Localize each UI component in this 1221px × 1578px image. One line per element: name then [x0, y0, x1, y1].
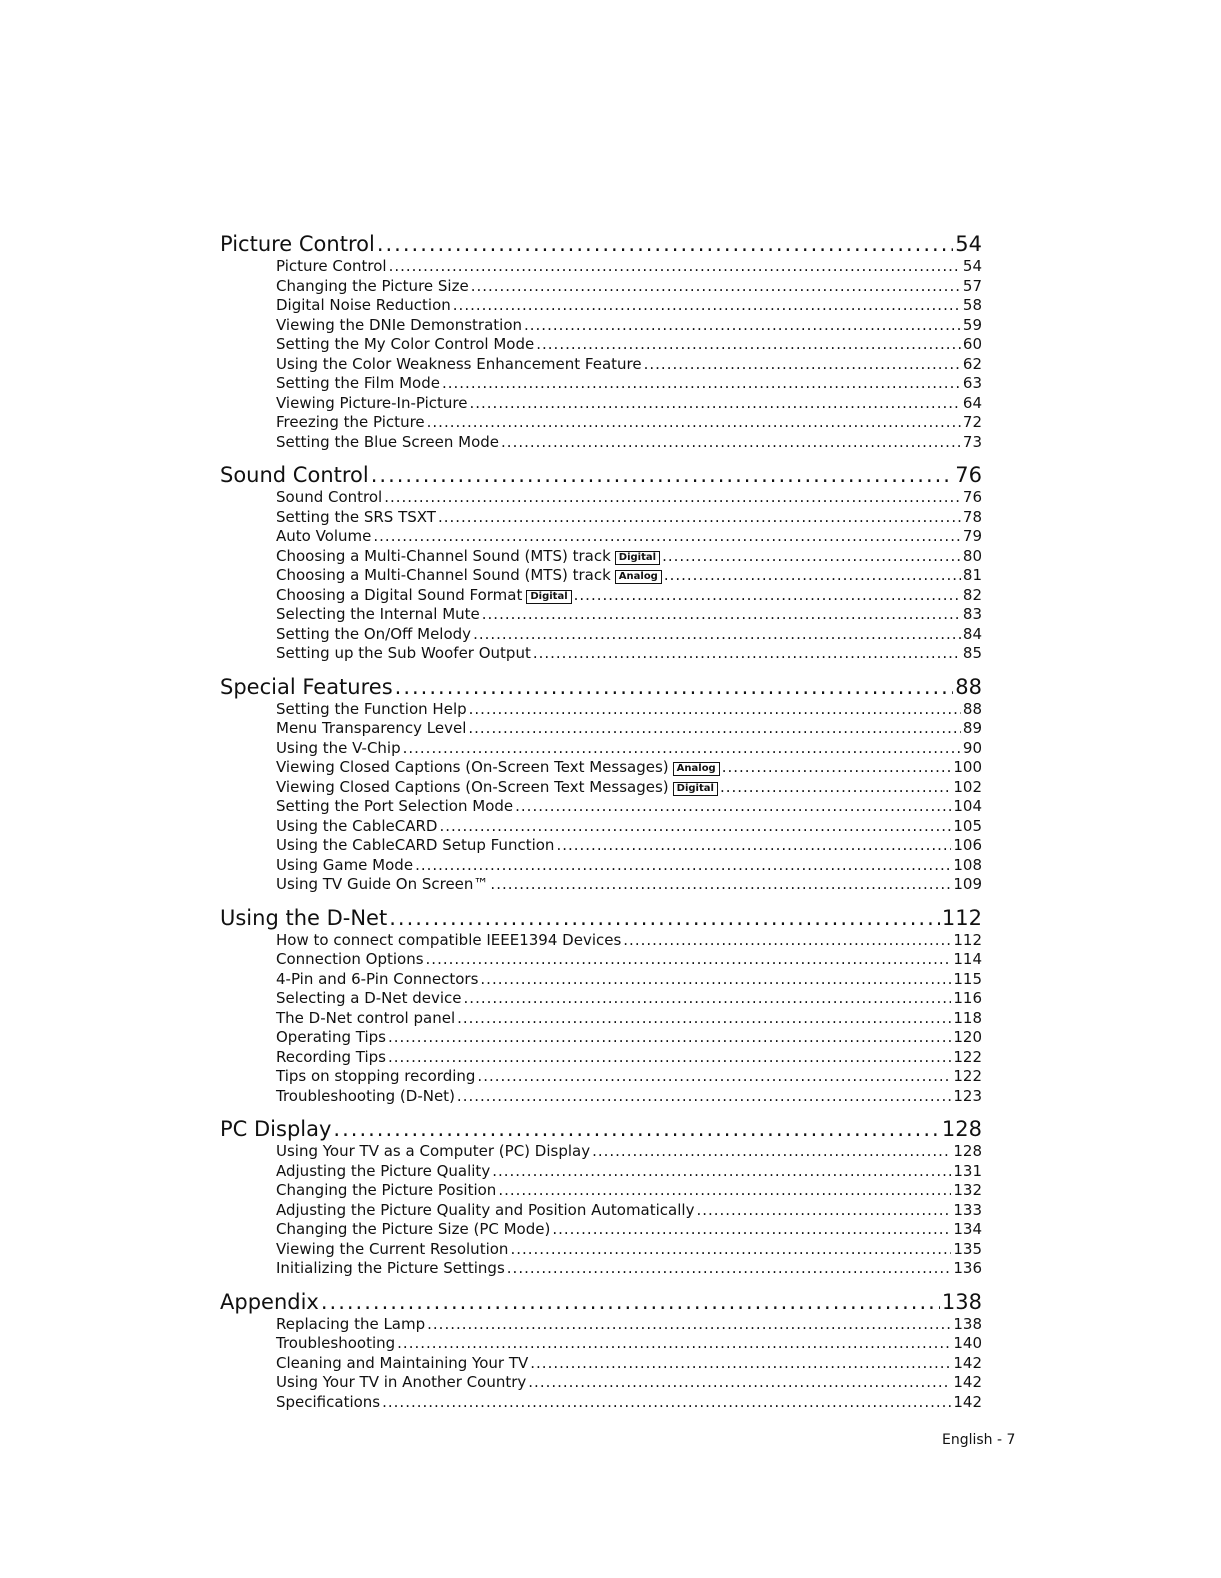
entry-page-number: 108: [953, 855, 982, 874]
dot-leader: [556, 836, 951, 856]
entry-title: [276, 1240, 508, 1260]
section-title: Special Features: [220, 674, 393, 699]
entry-title: [276, 1201, 694, 1221]
entry-title: [276, 527, 371, 547]
entry-page-number: 81: [962, 566, 982, 584]
dot-leader: [457, 1009, 951, 1029]
entry-label: Viewing the DNIe Demonstration: [276, 315, 522, 334]
entry-page-number: 105: [953, 816, 982, 835]
entry-page-number: 57: [962, 276, 982, 295]
dot-leader: [321, 1290, 940, 1315]
entry-title: [276, 719, 466, 739]
entry-page-number: 133: [953, 1200, 982, 1219]
dot-leader: [510, 1240, 951, 1260]
entry-title: [276, 931, 621, 951]
entry-label: Using the CableCARD: [276, 816, 438, 835]
dot-leader: [524, 316, 961, 336]
entry-title: [276, 836, 554, 856]
dot-leader: [662, 547, 961, 567]
toc-entry[interactable]: [220, 797, 982, 817]
toc-entry[interactable]: [220, 1048, 982, 1068]
entry-label: Viewing Closed Captions (On-Screen Text Messages): [276, 758, 669, 776]
entry-title: [276, 758, 720, 778]
entry-label: Using Your TV as a Computer (PC) Display: [276, 1142, 591, 1160]
entry-title: [276, 856, 413, 876]
dot-leader: [501, 433, 961, 453]
toc-entry[interactable]: [220, 527, 982, 547]
entry-page-number: 76: [962, 488, 982, 506]
entry-page-number: 122: [953, 1047, 982, 1066]
entry-page-number: 90: [962, 738, 982, 757]
entry-label: 4-Pin and 6-Pin Connectors: [276, 969, 479, 988]
dot-leader: [403, 739, 961, 759]
entry-title: [276, 1354, 528, 1374]
signal-badge: Digital: [526, 590, 571, 604]
dot-leader: [696, 1201, 951, 1221]
toc-entry[interactable]: [220, 605, 982, 625]
entry-label: Troubleshooting (D-Net): [276, 1086, 455, 1105]
dot-leader: [382, 1393, 951, 1413]
entry-title: [276, 1142, 590, 1162]
signal-badge: Digital: [673, 782, 718, 796]
entry-label: Replacing the Lamp: [276, 1314, 426, 1333]
entry-label: Setting up the Sub Woofer Output: [276, 644, 531, 662]
entry-label: Setting the My Color Control Mode: [276, 335, 535, 353]
toc-entry[interactable]: [220, 566, 982, 586]
dot-leader: [477, 1067, 951, 1087]
entry-title: [276, 586, 572, 606]
toc-entry[interactable]: [220, 413, 982, 433]
entry-label: Using the Color Weakness Enhancement Feature: [276, 354, 642, 373]
dot-leader: [457, 1087, 951, 1107]
toc-entry[interactable]: [220, 970, 982, 990]
dot-leader: [552, 1220, 951, 1240]
section-heading[interactable]: [220, 906, 982, 931]
dot-leader: [438, 508, 961, 528]
dot-leader: [592, 1142, 951, 1162]
entry-page-number: 54: [962, 257, 982, 275]
entry-page-number: 142: [953, 1353, 982, 1372]
entry-page-number: 122: [953, 1067, 982, 1085]
toc-entry[interactable]: [220, 1373, 982, 1393]
entry-page-number: 62: [962, 354, 982, 373]
toc-entry[interactable]: [220, 277, 982, 297]
toc-entry[interactable]: [220, 1142, 982, 1162]
entry-label: Troubleshooting: [276, 1334, 396, 1352]
entry-title: [276, 508, 436, 528]
toc-entry[interactable]: [220, 547, 982, 567]
entry-title: [276, 1373, 526, 1393]
entry-title: [276, 335, 534, 355]
entry-title: [276, 1315, 425, 1335]
entry-label: Choosing a Multi-Channel Sound (MTS) track: [276, 546, 611, 565]
entry-page-number: 100: [953, 758, 982, 776]
entry-title: [276, 1393, 380, 1413]
entry-page-number: 123: [953, 1086, 982, 1105]
dot-leader: [388, 1028, 951, 1048]
entry-title: [276, 1181, 496, 1201]
dot-leader: [507, 1259, 952, 1279]
entry-page-number: 142: [953, 1392, 982, 1411]
section-page-number: 128: [941, 1117, 982, 1141]
entry-page-number: 118: [953, 1008, 982, 1027]
section-heading[interactable]: [220, 232, 982, 257]
toc-entry[interactable]: [220, 931, 982, 951]
toc-entry[interactable]: [220, 836, 982, 856]
dot-leader: [528, 1373, 951, 1393]
dot-leader: [415, 856, 951, 876]
entry-label: Setting the SRS TSXT: [276, 507, 436, 526]
entry-label: Setting the Function Help: [276, 699, 467, 718]
toc-entry[interactable]: [220, 508, 982, 528]
entry-title: [276, 1334, 395, 1354]
toc-entry[interactable]: [220, 625, 982, 645]
dot-leader: [623, 931, 951, 951]
entry-title: [276, 433, 499, 453]
section-heading[interactable]: [220, 1290, 982, 1315]
entry-title: [276, 1162, 490, 1182]
entry-title: [276, 547, 660, 567]
entry-title: [276, 374, 440, 394]
entry-label: Cleaning and Maintaining Your TV: [276, 1353, 529, 1372]
dot-leader: [480, 970, 951, 990]
entry-title: [276, 797, 513, 817]
entry-label: Selecting the Internal Mute: [276, 605, 480, 623]
dot-leader: [536, 335, 961, 355]
entry-page-number: 135: [953, 1239, 982, 1258]
entry-title: [276, 625, 471, 645]
dot-leader: [722, 758, 952, 778]
toc-entry[interactable]: [220, 719, 982, 739]
entry-page-number: 82: [962, 585, 982, 604]
entry-page-number: 89: [962, 719, 982, 737]
toc-entry[interactable]: [220, 1334, 982, 1354]
toc-entry[interactable]: [220, 1354, 982, 1374]
entry-title: [276, 566, 662, 586]
dot-leader: [469, 394, 960, 414]
entry-page-number: 114: [953, 950, 982, 968]
toc-entry[interactable]: [220, 950, 982, 970]
entry-title: [276, 316, 522, 336]
entry-page-number: 83: [962, 605, 982, 623]
toc-entry[interactable]: [220, 433, 982, 453]
entry-label: Setting the On/Off Melody: [276, 624, 472, 643]
toc-entry[interactable]: [220, 335, 982, 355]
section-page-number: 138: [941, 1289, 982, 1314]
toc-entry[interactable]: [220, 817, 982, 837]
entry-page-number: 112: [953, 930, 982, 949]
entry-title: [276, 1009, 455, 1029]
toc-entry[interactable]: [220, 1067, 982, 1087]
entry-page-number: 115: [953, 969, 982, 988]
toc-entry[interactable]: [220, 296, 982, 316]
entry-page-number: 102: [953, 777, 982, 796]
dot-leader: [439, 817, 951, 837]
entry-page-number: 85: [962, 644, 982, 662]
entry-label: Viewing Closed Captions (On-Screen Text Messages): [276, 777, 669, 796]
entry-page-number: 80: [962, 546, 982, 565]
entry-title: [276, 277, 469, 297]
entry-title: [276, 989, 462, 1009]
entry-page-number: 84: [962, 624, 982, 643]
entry-title: [276, 413, 425, 433]
section-title: PC Display: [220, 1117, 332, 1141]
toc-entry[interactable]: [220, 700, 982, 720]
entry-label: Initializing the Picture Settings: [276, 1259, 505, 1277]
entry-label: The D-Net control panel: [276, 1008, 456, 1027]
dot-leader: [644, 355, 961, 375]
entry-page-number: 106: [953, 836, 982, 854]
dot-leader: [453, 296, 961, 316]
entry-page-number: 136: [953, 1259, 982, 1277]
toc-entry[interactable]: [220, 739, 982, 759]
dot-leader: [492, 1162, 951, 1182]
entry-label: Specifications: [276, 1392, 381, 1411]
signal-badge: Analog: [673, 762, 720, 776]
entry-label: Using Game Mode: [276, 855, 414, 874]
toc-section: [220, 675, 982, 895]
entry-title: [276, 394, 467, 414]
entry-title: [276, 1220, 550, 1240]
section-page-number: 54: [955, 232, 982, 256]
page-footer: English - 7: [942, 1432, 1016, 1448]
entry-label: Using TV Guide On Screen™: [276, 875, 489, 893]
toc-entry[interactable]: [220, 1393, 982, 1413]
dot-leader: [397, 1334, 951, 1354]
entry-page-number: 78: [962, 507, 982, 526]
entry-page-number: 73: [962, 432, 982, 451]
toc-entry[interactable]: [220, 316, 982, 336]
dot-leader: [373, 527, 961, 547]
entry-label: Adjusting the Picture Quality and Position Automatically: [276, 1200, 695, 1219]
entry-page-number: 131: [953, 1161, 982, 1180]
entry-title: [276, 950, 424, 970]
entry-title: [276, 355, 642, 375]
dot-leader: [464, 989, 952, 1009]
entry-page-number: 140: [953, 1334, 982, 1352]
toc-entry[interactable]: [220, 1315, 982, 1335]
entry-page-number: 64: [962, 393, 982, 412]
entry-title: [276, 1067, 475, 1087]
toc-entry[interactable]: [220, 1259, 982, 1279]
dot-leader: [389, 906, 940, 931]
toc-entry[interactable]: [220, 1220, 982, 1240]
toc-section: [220, 906, 982, 1107]
toc-entry[interactable]: [220, 875, 982, 895]
toc-entry[interactable]: [220, 989, 982, 1009]
entry-label: Picture Control: [276, 257, 387, 275]
entry-title: [276, 970, 478, 990]
entry-label: Digital Noise Reduction: [276, 296, 451, 314]
section-title: Sound Control: [220, 463, 369, 487]
dot-leader: [427, 1315, 951, 1335]
entry-label: Changing the Picture Size (PC Mode): [276, 1220, 551, 1238]
toc-entry[interactable]: [220, 758, 982, 778]
dot-leader: [427, 413, 961, 433]
dot-leader: [388, 1048, 951, 1068]
entry-page-number: 60: [962, 335, 982, 353]
entry-page-number: 138: [953, 1314, 982, 1333]
section-heading[interactable]: [220, 675, 982, 700]
section-heading[interactable]: [220, 1117, 982, 1142]
entry-label: Freezing the Picture: [276, 413, 425, 431]
entry-title: [276, 1028, 386, 1048]
dot-leader: [469, 700, 961, 720]
entry-title: [276, 700, 467, 720]
entry-label: Choosing a Digital Sound Format: [276, 585, 523, 604]
dot-leader: [720, 778, 951, 798]
entry-label: Sound Control: [276, 488, 383, 506]
dot-leader: [482, 605, 961, 625]
dot-leader: [515, 797, 951, 817]
dot-leader: [384, 488, 961, 508]
entry-label: Viewing the Current Resolution: [276, 1239, 509, 1258]
toc-section: [220, 463, 982, 664]
toc-section: [220, 232, 982, 452]
dot-leader: [333, 1117, 939, 1142]
signal-badge: Digital: [615, 551, 660, 565]
signal-badge: Analog: [615, 570, 662, 584]
entry-label: Menu Transparency Level: [276, 719, 467, 737]
entry-title: [276, 778, 718, 798]
toc-section: [220, 1117, 982, 1279]
dot-leader: [442, 374, 961, 394]
entry-page-number: 109: [953, 875, 982, 893]
entry-page-number: 88: [962, 699, 982, 718]
entry-page-number: 116: [953, 989, 982, 1007]
entry-title: [276, 1048, 386, 1068]
dot-leader: [371, 463, 954, 488]
dot-leader: [530, 1354, 951, 1374]
entry-label: Choosing a Multi-Channel Sound (MTS) track: [276, 566, 611, 584]
toc-entry[interactable]: [220, 1009, 982, 1029]
toc-entry[interactable]: [220, 1240, 982, 1260]
entry-title: [276, 739, 401, 759]
entry-title: [276, 605, 480, 625]
section-title: Picture Control: [220, 232, 375, 256]
entry-page-number: 134: [953, 1220, 982, 1238]
toc-entry[interactable]: [220, 488, 982, 508]
entry-page-number: 59: [962, 315, 982, 334]
entry-label: Operating Tips: [276, 1028, 386, 1046]
toc-entry[interactable]: [220, 1162, 982, 1182]
entry-label: Selecting a D-Net device: [276, 989, 462, 1007]
dot-leader: [377, 232, 953, 257]
toc-entry[interactable]: [220, 1087, 982, 1107]
section-page-number: 112: [941, 905, 982, 930]
dot-leader: [468, 719, 961, 739]
dot-leader: [471, 277, 961, 297]
dot-leader: [533, 644, 961, 664]
entry-page-number: 63: [962, 374, 982, 392]
entry-label: Changing the Picture Position: [276, 1181, 497, 1199]
dot-leader: [473, 625, 961, 645]
dot-leader: [389, 257, 961, 277]
toc-entry[interactable]: [220, 1028, 982, 1048]
table-of-contents: [220, 232, 982, 1423]
section-title: Using the D-Net: [220, 905, 388, 930]
dot-leader: [490, 875, 951, 895]
section-title: Appendix: [220, 1289, 319, 1314]
entry-title: [276, 1087, 455, 1107]
entry-label: Using the V-Chip: [276, 738, 401, 757]
toc-entry[interactable]: [220, 644, 982, 664]
entry-label: Viewing Picture-In-Picture: [276, 393, 468, 412]
entry-label: How to connect compatible IEEE1394 Devices: [276, 930, 622, 949]
entry-label: Connection Options: [276, 950, 424, 968]
toc-entry[interactable]: [220, 856, 982, 876]
entry-title: [276, 296, 451, 316]
entry-label: Changing the Picture Size: [276, 276, 469, 295]
toc-section: [220, 1290, 982, 1413]
toc-entry[interactable]: [220, 257, 982, 277]
toc-entry[interactable]: [220, 355, 982, 375]
entry-title: [276, 644, 531, 664]
entry-label: Using Your TV in Another Country: [276, 1373, 527, 1391]
entry-label: Setting the Blue Screen Mode: [276, 432, 500, 451]
entry-title: [276, 488, 382, 508]
entry-page-number: 79: [962, 527, 982, 545]
dot-leader: [574, 586, 961, 606]
entry-label: Setting the Film Mode: [276, 374, 440, 392]
entry-title: [276, 817, 437, 837]
dot-leader: [395, 675, 954, 700]
toc-entry[interactable]: [220, 586, 982, 606]
entry-page-number: 128: [953, 1142, 982, 1160]
entry-page-number: 58: [962, 296, 982, 314]
entry-label: Using the CableCARD Setup Function: [276, 836, 555, 854]
entry-page-number: 104: [953, 797, 982, 815]
dot-leader: [498, 1181, 951, 1201]
dot-leader: [664, 566, 961, 586]
toc-entry[interactable]: [220, 1201, 982, 1221]
toc-entry[interactable]: [220, 778, 982, 798]
entry-title: [276, 875, 488, 895]
entry-page-number: 72: [962, 413, 982, 431]
toc-entry[interactable]: [220, 374, 982, 394]
entry-title: [276, 257, 387, 277]
section-page-number: 76: [955, 463, 982, 487]
entry-label: Auto Volume: [276, 527, 372, 545]
dot-leader: [426, 950, 952, 970]
section-page-number: 88: [955, 674, 982, 699]
entry-label: Adjusting the Picture Quality: [276, 1161, 491, 1180]
entry-title: [276, 1259, 505, 1279]
entry-page-number: 142: [953, 1373, 982, 1391]
entry-label: Tips on stopping recording: [276, 1067, 476, 1085]
section-heading[interactable]: [220, 463, 982, 488]
entry-label: Recording Tips: [276, 1047, 386, 1066]
entry-page-number: 132: [953, 1181, 982, 1199]
entry-label: Setting the Port Selection Mode: [276, 797, 514, 815]
entry-page-number: 120: [953, 1028, 982, 1046]
toc-entry[interactable]: [220, 394, 982, 414]
toc-entry[interactable]: [220, 1181, 982, 1201]
